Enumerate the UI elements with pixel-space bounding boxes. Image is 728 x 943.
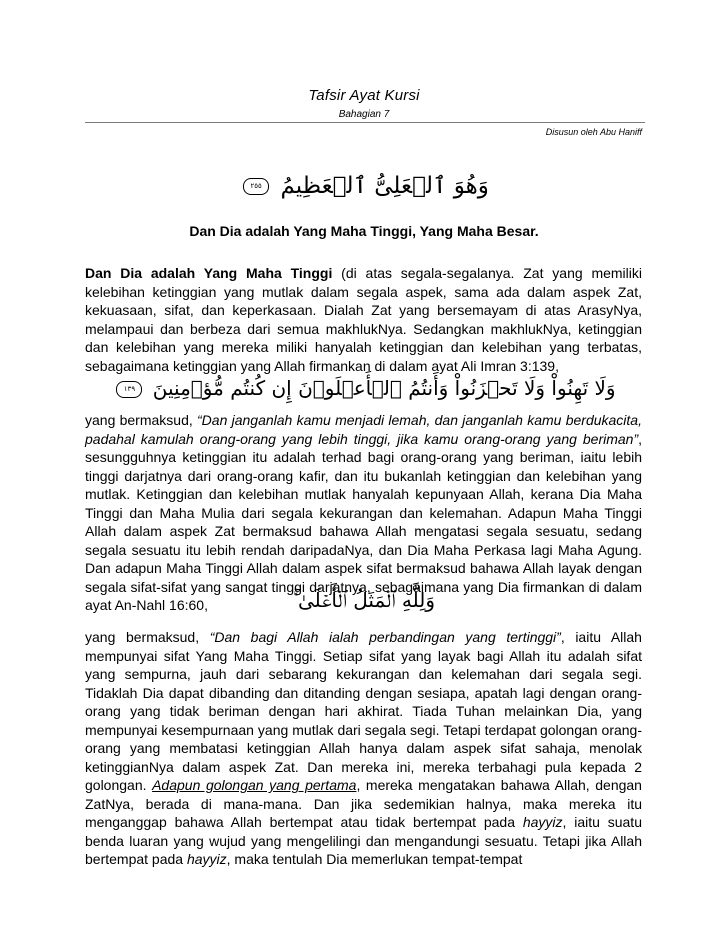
paragraph-3-term-1: hayyiz [522, 814, 563, 830]
quran-verse-3 [0, 588, 728, 612]
quran-verse-2 [0, 376, 728, 400]
paragraph-3-text-3: , iaitu suatu benda luaran yang wujud yang mengelilingi dan mengandungi sesuatu. Tetapi jika Allah bertempat pada [85, 814, 642, 867]
paragraph-3-text-4: , maka tentulah Dia memerlukan tempat-tempat [226, 851, 523, 867]
paragraph-3 [85, 628, 642, 869]
paragraph-2-intro: yang bermaksud, [85, 412, 198, 428]
document-author: Disusun oleh Abu Haniff [545, 127, 642, 137]
document-title: Tafsir Ayat Kursi [308, 87, 420, 104]
paragraph-3-text-1: , iaitu Allah mempunyai sifat Yang Maha Tinggi. Setiap sifat yang layak bagi Allah itu adalah sifat yang sempurna, jauh dari sebarang kekurangan dan kelemahan dari segala segi. Tidaklah Dia dapat dibanding dan ditanding dengan sesiapa, apatah lagi dengan orang-orang yang tidak beriman dengan hari akhirat. Tiada Tuhan melainkan Dia, yang mempunyai kesempurnaan yang mutlak dari segala segi. Tetapi terdapat golongan orang-orang yang membatasi ketinggian Allah hanya dalam aspek sifat sahaja, menolak ketinggianNya dalam aspek Zat. Dan mereka ini, mereka terbahagi pula kepada 2 golongan. [85, 629, 642, 793]
ayah-number-marker: ٢٥٥ [243, 178, 269, 195]
paragraph-3-underlined: Adapun golongan yang pertama [152, 777, 357, 793]
quran-verse-1 [0, 173, 728, 199]
paragraph-3-intro: yang bermaksud, [85, 629, 210, 645]
verse-3-arabic-text: وَلِلَّهِ ٱلۡمَثَلُ ٱلۡأَعۡلَىٰ ۚ [292, 588, 436, 612]
paragraph-1-text: (di atas segala-segalanya. Zat yang memiliki kelebihan ketinggian yang mutlak dalam segala aspek, sama ada dalam aspek Zat, kekuasaan, sifat, dan keperkasaan. Dialah Zat yang bersemayam di atas ArasyNya, melampaui dan berbeza dari semua makhlukNya. Sedangkan makhlukNya, ketinggian dan kelebihan yang mereka miliki hanyalah ketinggian dan kelebihan yang terbatas, sebagaimana ketinggian yang Allah firmankan di dalam ayat Ali Imran 3:139, [85, 265, 642, 374]
paragraph-1 [85, 264, 642, 375]
paragraph-3-quote: “Dan bagi Allah ialah perbandingan yang tertinggi” [209, 629, 561, 645]
paragraph-1-lead: Dan Dia adalah Yang Maha Tinggi [85, 265, 333, 281]
paragraph-2 [85, 411, 642, 615]
ayah-number-marker: ١٣٩ [116, 381, 142, 398]
document-subtitle: Bahagian 7 [338, 109, 390, 120]
paragraph-2-quote: “Dan janganlah kamu menjadi lemah, dan janganlah kamu berdukacita, padahal kamulah orang-orang yang lebih tinggi, jika kamu orang-orang yang beriman” [85, 412, 642, 447]
verse-2-arabic-text: وَلَا تَهِنُواْ وَلَا تَحۡزَنُواْ وَأَنتُمُ ٱلۡأَعۡلَوۡنَ إِن كُنتُم مُّؤۡمِنِينَ [152, 376, 616, 400]
paragraph-2-text: , sesungguhnya ketinggian itu adalah terhad bagi orang-orang yang beriman, iaitu lebih tinggi darjatnya dari orang-orang kafir, dan itu bukanlah ketinggian dan kelebihan yang mutlak. Ketinggian dan kelebihan mutlak hanyalah kepunyaan Allah, kerana Dia Maha Tinggi dan Maha Mulia dari segala kekurangan dan kelemahan. Adapun Maha Tinggi Allah dalam aspek Zat bermaksud bahawa Allah mengatasi segala sesuatu, sedang segala sesuatu itu lebih rendah daripadaNya, dan Dia Maha Perkasa lagi Maha Agung. Dan adapun Maha Tinggi Allah dalam aspek sifat bermaksud bahawa Allah layak dengan segala sifat-sifat yang sangat tinggi darjatnya, sebagaimana yang Dia firmankan di dalam ayat An-Nahl 16:60, [85, 430, 642, 613]
verse-1-arabic-text: وَهُوَ ٱلۡعَلِىُّ ٱلۡعَظِيمُ [280, 173, 489, 199]
paragraph-3-term-2: hayyiz [186, 851, 227, 867]
paragraph-3-text-2: , mereka mengatakan bahawa Allah, dengan ZatNya, berada di mana-mana. Dan jika sedemikian halnya, maka mereka itu menganggap bahawa Allah bertempat atau tidak bertempat pada [85, 777, 642, 830]
header-divider [85, 122, 645, 123]
verse-translation-heading: Dan Dia adalah Yang Maha Tinggi, Yang Maha Besar. [189, 223, 539, 239]
